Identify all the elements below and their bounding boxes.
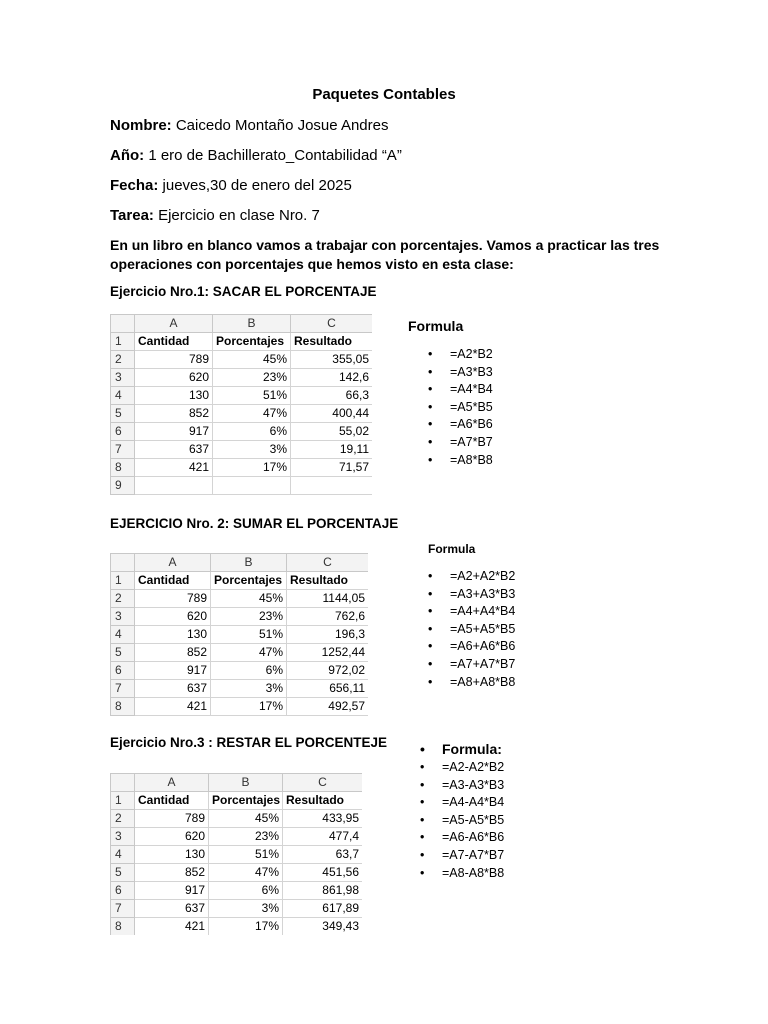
cell-resultado: 656,11 [287,680,369,698]
bullet-icon: • [428,417,433,432]
exercise-2-formula-list [428,568,515,691]
row-number: 8 [111,698,135,716]
cell-resultado: 71,57 [291,459,373,477]
cell-b [213,477,291,495]
cell-resultado: 355,05 [291,351,373,369]
formula-text: =A6*B6 [450,417,493,432]
exercise-3-formula-title: Formula: [442,741,502,757]
exercise-3-rows [111,810,363,936]
cell-porcentaje: 45% [211,590,287,608]
formula-text: =A3-A3*B3 [442,777,505,792]
cell-cantidad: 620 [135,608,211,626]
cell-cantidad: 917 [135,423,213,441]
intro-paragraph: En un libro en blanco vamos a trabajar con porcentajes. Vamos a practicar las tres operaciones con porcentajes que hemos visto en esta clase: [110,237,660,272]
cell-resultado: 451,56 [283,864,363,882]
formula-text: =A3*B3 [450,364,493,379]
formula-text: =A8-A8*B8 [442,865,505,880]
field-label: Fecha: [110,177,159,194]
formula-item [428,638,515,656]
table-row [111,662,369,680]
cell-resultado: 1144,05 [287,590,369,608]
cell-resultado: 19,11 [291,441,373,459]
table-row [111,882,363,900]
bullet-icon: • [420,812,425,827]
row-number: 2 [111,590,135,608]
table-row [111,608,369,626]
formula-item [428,603,515,621]
row-number: 2 [111,351,135,369]
table-row [111,864,363,882]
formula-text: =A3+A3*B3 [450,586,516,601]
exercise-1-heading: Ejercicio Nro.1: SACAR EL PORCENTAJE [110,284,377,299]
exercise-1-sheet [110,314,372,507]
cell-porcentaje: 3% [209,900,283,918]
table-row [111,810,363,828]
cell-cantidad: 421 [135,918,209,936]
formula-item [428,674,515,692]
header-resultado: Resultado [287,572,369,590]
formula-item [420,865,504,883]
column-header-b: B [209,774,283,792]
formula-item [428,381,493,399]
cell-porcentaje: 23% [209,828,283,846]
formula-text: =A8+A8*B8 [450,674,516,689]
bullet-icon: • [428,621,433,636]
formula-text: =A2-A2*B2 [442,760,505,774]
row-number: 1 [111,792,135,810]
cell-cantidad: 637 [135,680,211,698]
column-header-row [111,315,373,333]
formula-text: =A5*B5 [450,399,493,414]
cell-porcentaje: 51% [209,846,283,864]
field-label: Año: [110,147,145,164]
cell-porcentaje: 47% [213,405,291,423]
row-number: 3 [111,828,135,846]
exercise-3-heading: Ejercicio Nro.3 : RESTAR EL PORCENTEJE [110,735,388,750]
row-number: 9 [111,477,135,495]
corner-cell [111,315,135,333]
field-nombre [110,117,388,134]
exercise-2-sheet [110,553,368,723]
formula-item [428,586,515,604]
exercise-3-formula-title-item [420,740,502,758]
formula-item [420,847,504,865]
cell-cantidad: 637 [135,900,209,918]
cell-cantidad: 421 [135,459,213,477]
row-number: 7 [111,900,135,918]
formula-item [428,656,515,674]
bullet-icon: • [420,847,425,862]
header-row [111,792,363,810]
column-header-a: A [135,774,209,792]
table-row [111,626,369,644]
table-row [111,828,363,846]
bullet-icon: • [428,434,433,449]
column-header-c: C [291,315,373,333]
cell-cantidad: 789 [135,590,211,608]
column-header-row [111,554,369,572]
cell-cantidad: 130 [135,387,213,405]
formula-item [428,346,493,364]
header-cantidad: Cantidad [135,792,209,810]
cell-porcentaje: 23% [213,369,291,387]
table-row [111,900,363,918]
bullet-icon: • [428,604,433,619]
cell-resultado: 861,98 [283,882,363,900]
formula-item [420,829,504,847]
row-number: 7 [111,441,135,459]
row-number: 4 [111,846,135,864]
cell-resultado: 433,95 [283,810,363,828]
cell-cantidad: 421 [135,698,211,716]
cell-resultado: 55,02 [291,423,373,441]
table-row [111,680,369,698]
table-row [111,918,363,936]
row-number: 4 [111,387,135,405]
cell-cantidad: 852 [135,864,209,882]
table-row [111,698,369,716]
cell-porcentaje: 17% [213,459,291,477]
bullet-icon: • [428,656,433,671]
column-header-b: B [213,315,291,333]
cell-cantidad: 789 [135,810,209,828]
header-porcentajes: Porcentajes [209,792,283,810]
formula-text: =A7-A7*B7 [442,847,505,862]
corner-cell [111,774,135,792]
field-label: Tarea: [110,207,154,224]
column-header-c: C [283,774,363,792]
exercise-1-rows [111,351,373,477]
table-row [111,423,373,441]
row-number: 7 [111,680,135,698]
field-label: Nombre: [110,117,172,134]
bullet-icon: • [420,741,425,757]
cell-resultado: 349,43 [283,918,363,936]
formula-item [428,621,515,639]
cell-porcentaje: 3% [211,680,287,698]
bullet-icon: • [420,865,425,880]
cell-porcentaje: 47% [209,864,283,882]
spreadsheet-table [110,773,362,935]
cell-cantidad: 130 [135,626,211,644]
bullet-icon: • [428,452,433,467]
formula-item [420,794,504,812]
formula-text: =A7+A7*B7 [450,656,516,671]
header-cantidad: Cantidad [135,572,211,590]
header-porcentajes: Porcentajes [213,333,291,351]
cell-resultado: 66,3 [291,387,373,405]
row-number: 1 [111,572,135,590]
cell-porcentaje: 51% [213,387,291,405]
cell-resultado: 1252,44 [287,644,369,662]
cell-resultado: 477,4 [283,828,363,846]
cell-resultado: 400,44 [291,405,373,423]
formula-text: =A6+A6*B6 [450,639,516,654]
row-number: 6 [111,662,135,680]
cell-porcentaje: 6% [213,423,291,441]
cell-resultado: 492,57 [287,698,369,716]
corner-cell [111,554,135,572]
cell-cantidad: 852 [135,644,211,662]
table-row [111,441,373,459]
exercise-3-formula-list [420,759,504,882]
cell-porcentaje: 6% [211,662,287,680]
bullet-icon: • [428,382,433,397]
row-number: 4 [111,626,135,644]
spreadsheet-table [110,314,372,495]
cell-resultado: 196,3 [287,626,369,644]
exercise-1-formula-title: Formula [408,318,464,334]
row-number: 2 [111,810,135,828]
cell-resultado: 762,6 [287,608,369,626]
header-resultado: Resultado [283,792,363,810]
formula-item [428,452,493,470]
field-value: Ejercicio en clase Nro. 7 [158,207,320,224]
table-row [111,369,373,387]
column-header-row [111,774,363,792]
row-number: 3 [111,369,135,387]
row-number: 6 [111,882,135,900]
bullet-icon: • [420,760,425,774]
exercise-3-formula-title-list [420,740,502,758]
row-number: 5 [111,405,135,423]
row-number: 1 [111,333,135,351]
field-value: jueves,30 de enero del 2025 [162,177,352,194]
formula-text: =A6-A6*B6 [442,830,505,845]
table-row [111,846,363,864]
bullet-icon: • [428,399,433,414]
cell-porcentaje: 6% [209,882,283,900]
cell-porcentaje: 45% [213,351,291,369]
cell-cantidad: 852 [135,405,213,423]
cell-a [135,477,213,495]
cell-resultado: 63,7 [283,846,363,864]
formula-item [428,434,493,452]
row-number: 5 [111,644,135,662]
cell-resultado: 972,02 [287,662,369,680]
exercise-2-formula-title: Formula [428,542,476,556]
formula-text: =A4+A4*B4 [450,604,516,619]
cell-porcentaje: 51% [211,626,287,644]
bullet-icon: • [428,674,433,689]
formula-text: =A2*B2 [450,347,493,361]
column-header-c: C [287,554,369,572]
formula-item [428,364,493,382]
cell-porcentaje: 23% [211,608,287,626]
header-resultado: Resultado [291,333,373,351]
bullet-icon: • [428,639,433,654]
formula-item [428,399,493,417]
formula-text: =A2+A2*B2 [450,569,516,583]
bullet-icon: • [428,569,433,583]
row-number: 3 [111,608,135,626]
exercise-1-formula-list [428,346,493,469]
table-row [111,477,373,495]
formula-text: =A4-A4*B4 [442,795,505,810]
cell-cantidad: 917 [135,882,209,900]
cell-cantidad: 917 [135,662,211,680]
table-row [111,387,373,405]
cell-cantidad: 789 [135,351,213,369]
formula-text: =A7*B7 [450,434,493,449]
formula-text: =A5+A5*B5 [450,621,516,636]
cell-porcentaje: 45% [209,810,283,828]
column-header-a: A [135,554,211,572]
formula-text: =A4*B4 [450,382,493,397]
column-header-b: B [211,554,287,572]
formula-item [420,812,504,830]
field-value: 1 ero de Bachillerato_Contabilidad “A” [148,147,402,164]
formula-item [428,416,493,434]
row-number: 5 [111,864,135,882]
document-title: Paquetes Contables [312,86,456,103]
exercise-2-rows [111,590,369,716]
cell-porcentaje: 3% [213,441,291,459]
formula-text: =A8*B8 [450,452,493,467]
field-value: Caicedo Montaño Josue Andres [175,117,389,134]
bullet-icon: • [420,777,425,792]
bullet-icon: • [428,347,433,361]
header-porcentajes: Porcentajes [211,572,287,590]
bullet-icon: • [428,586,433,601]
exercise-2-heading: EJERCICIO Nro. 2: SUMAR EL PORCENTAJE [110,516,399,531]
field-ano [110,147,402,164]
cell-porcentaje: 47% [211,644,287,662]
formula-item [420,777,504,795]
cell-cantidad: 130 [135,846,209,864]
cell-cantidad: 620 [135,828,209,846]
table-row [111,351,373,369]
table-row [111,590,369,608]
row-number: 6 [111,423,135,441]
spreadsheet-table [110,553,368,716]
header-row [111,333,373,351]
field-tarea [110,207,320,224]
formula-item [420,759,504,777]
cell-c [291,477,373,495]
table-row [111,459,373,477]
column-header-a: A [135,315,213,333]
formula-text: =A5-A5*B5 [442,812,505,827]
row-number: 8 [111,459,135,477]
cell-resultado: 142,6 [291,369,373,387]
bullet-icon: • [420,830,425,845]
formula-item [428,568,515,586]
row-number: 8 [111,918,135,936]
cell-resultado: 617,89 [283,900,363,918]
bullet-icon: • [428,364,433,379]
table-row [111,644,369,662]
exercise-3-sheet [110,773,362,935]
table-row [111,405,373,423]
header-cantidad: Cantidad [135,333,213,351]
cell-cantidad: 637 [135,441,213,459]
cell-porcentaje: 17% [209,918,283,936]
bullet-icon: • [420,795,425,810]
header-row [111,572,369,590]
field-fecha [110,177,352,194]
cell-porcentaje: 17% [211,698,287,716]
cell-cantidad: 620 [135,369,213,387]
